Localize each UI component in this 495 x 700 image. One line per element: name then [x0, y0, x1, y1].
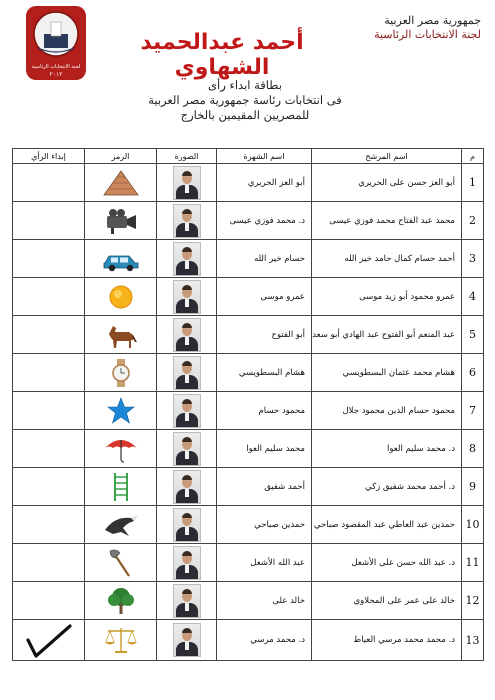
ballot-description [110, 78, 380, 123]
row-number: 12 [462, 582, 484, 620]
candidate-full-name: د. محمد محمد مرسي العياط [312, 620, 462, 661]
scales-icon [101, 625, 141, 655]
candidate-popular-name: د. محمد مرسي [217, 620, 312, 661]
video-camera-icon [101, 206, 141, 236]
vote-cell[interactable] [13, 468, 85, 506]
table-row [13, 544, 484, 582]
ballot-election: فى انتخابات رئاسة جمهورية مصر العربية [148, 93, 342, 107]
ballot-table [12, 148, 484, 661]
row-number: 6 [462, 354, 484, 392]
eagle-icon [101, 510, 141, 540]
candidate-photo [173, 470, 201, 504]
candidate-popular-name: عمرو موسى [217, 278, 312, 316]
table-row [13, 392, 484, 430]
logo-year: ٢٠١٢ [49, 71, 63, 78]
vote-cell[interactable] [13, 392, 85, 430]
candidate-popular-name: هشام البسطويسي [217, 354, 312, 392]
vote-cell[interactable] [13, 506, 85, 544]
row-number: 11 [462, 544, 484, 582]
vote-cell[interactable] [13, 278, 85, 316]
candidate-photo [173, 584, 201, 618]
star-icon [101, 396, 141, 426]
candidate-full-name: محمد عبد الفتاح محمد فوزي عيسى [312, 202, 462, 240]
candidate-full-name: د. أحمد محمد شفيق زكي [312, 468, 462, 506]
candidate-photo [173, 204, 201, 238]
candidate-full-name: عمرو محمود أبو زيد موسى [312, 278, 462, 316]
tree-icon [101, 586, 141, 616]
candidate-popular-name: د. محمد فوزي عيسى [217, 202, 312, 240]
header-popular-name: اسم الشهرة [217, 149, 312, 164]
watch-icon [101, 358, 141, 388]
vote-cell[interactable] [13, 240, 85, 278]
candidate-popular-name: محمد سليم العوا [217, 430, 312, 468]
table-row [13, 506, 484, 544]
header-photo: الصورة [157, 149, 217, 164]
candidate-popular-name: حسام خير الله [217, 240, 312, 278]
vote-cell[interactable] [13, 202, 85, 240]
table-row [13, 240, 484, 278]
row-number: 10 [462, 506, 484, 544]
checkmark-icon [24, 620, 74, 660]
candidate-popular-name: عبد الله الأشعل [217, 544, 312, 582]
row-number: 2 [462, 202, 484, 240]
candidate-photo [173, 546, 201, 580]
candidate-full-name: حمدين عبد العاطي عبد المقصود صباحي [312, 506, 462, 544]
candidate-full-name: د. محمد سليم العوا [312, 430, 462, 468]
candidate-popular-name: أبو الفتوح [217, 316, 312, 354]
vote-cell[interactable] [13, 430, 85, 468]
candidate-full-name: خالد على عمر على المحلاوي [312, 582, 462, 620]
header-full-name: اسم المرشح [312, 149, 462, 164]
candidate-full-name: محمود حسام الدين محمود جلال [312, 392, 462, 430]
candidate-photo [173, 166, 201, 200]
candidate-full-name: هشام محمد عثمان البسطويسي [312, 354, 462, 392]
candidate-photo [173, 318, 201, 352]
authority-header [361, 14, 481, 42]
table-row [13, 582, 484, 620]
umbrella-icon [101, 434, 141, 464]
table-row [13, 354, 484, 392]
candidate-photo [173, 242, 201, 276]
candidate-photo [173, 280, 201, 314]
header-vote: إبداء الرأي [13, 149, 85, 164]
ballot-title: بطاقة ابداء رأى [208, 78, 282, 92]
sun-icon [101, 282, 141, 312]
row-number: 5 [462, 316, 484, 354]
header-symbol: الرمز [85, 149, 157, 164]
header-country: جمهورية مصر العربية [384, 14, 481, 27]
candidate-popular-name: أحمد شفيق [217, 468, 312, 506]
row-number: 7 [462, 392, 484, 430]
table-row [13, 468, 484, 506]
vote-cell[interactable] [13, 620, 85, 661]
candidate-name-title: أحمد عبدالحميد الشهاوي [140, 30, 304, 80]
candidate-full-name: عبد المنعم أبو الفتوح عبد الهادي أبو سعد [312, 316, 462, 354]
row-number: 3 [462, 240, 484, 278]
candidate-photo [173, 394, 201, 428]
vote-cell[interactable] [13, 544, 85, 582]
ballot-table-container [12, 148, 483, 692]
row-number: 8 [462, 430, 484, 468]
candidate-popular-name: محمود حسام [217, 392, 312, 430]
candidate-popular-name: خالد على [217, 582, 312, 620]
vote-cell[interactable] [13, 582, 85, 620]
vote-cell[interactable] [13, 316, 85, 354]
table-row [13, 316, 484, 354]
ballot-audience: للمصريين المقيمين بالخارج [180, 108, 310, 122]
candidate-photo [173, 356, 201, 390]
table-row [13, 430, 484, 468]
table-header-row [13, 149, 484, 164]
row-number: 4 [462, 278, 484, 316]
candidate-photo [173, 623, 201, 657]
horse-icon [101, 320, 141, 350]
header-num: م [462, 149, 484, 164]
row-number: 13 [462, 620, 484, 661]
table-row [13, 202, 484, 240]
commission-logo [24, 4, 88, 82]
candidate-photo [173, 432, 201, 466]
candidate-full-name: أبو العز حسن على الحريري [312, 164, 462, 202]
candidate-popular-name: حمدين صباحي [217, 506, 312, 544]
table-row [13, 278, 484, 316]
header-commission: لجنة الانتخابات الرئاسية [374, 28, 481, 41]
row-number: 1 [462, 164, 484, 202]
ladder-icon [101, 472, 141, 502]
vote-cell[interactable] [13, 354, 85, 392]
table-row [13, 164, 484, 202]
candidate-full-name: أحمد حسام كمال حامد خير الله [312, 240, 462, 278]
logo-text: لجنة الانتخابات الرئاسية [31, 64, 81, 70]
axe-icon [101, 548, 141, 578]
car-icon [101, 244, 141, 274]
candidate-photo [173, 508, 201, 542]
table-row [13, 620, 484, 661]
candidate-popular-name: أبو العز الحريري [217, 164, 312, 202]
pyramid-icon [101, 168, 141, 198]
candidate-full-name: د. عبد الله حسن على الأشعل [312, 544, 462, 582]
vote-cell[interactable] [13, 164, 85, 202]
row-number: 9 [462, 468, 484, 506]
